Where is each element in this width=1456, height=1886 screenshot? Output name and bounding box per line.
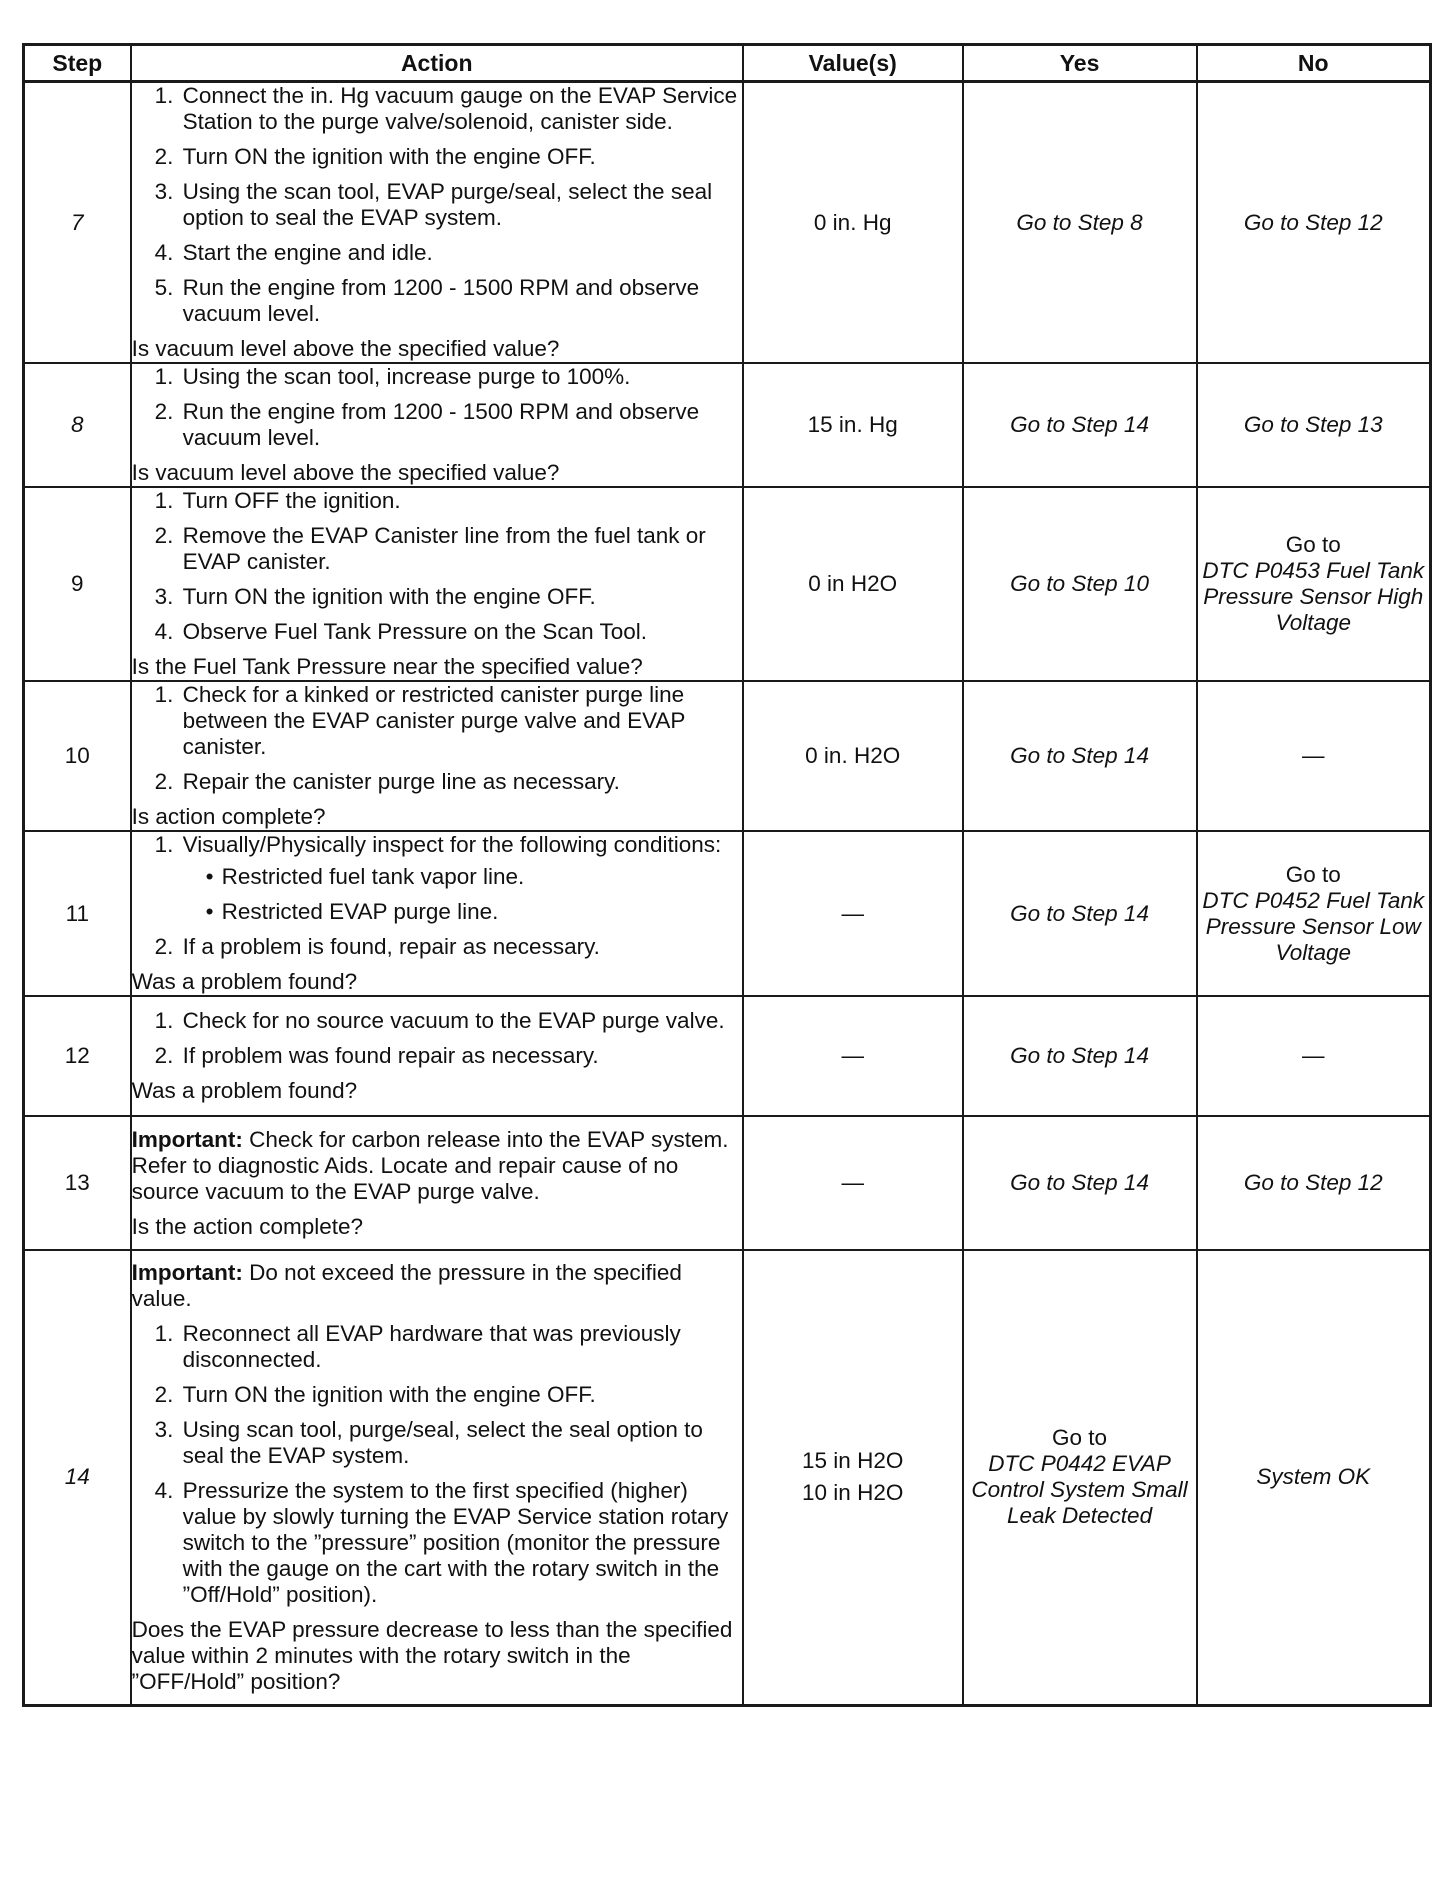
value-cell: 15 in. Hg	[743, 363, 963, 487]
list-item: 4. Observe Fuel Tank Pressure on the Scan Tool.	[180, 619, 742, 645]
header-row	[24, 45, 1431, 82]
action-question: Is the action complete?	[131, 1213, 364, 1239]
step-number: 11	[24, 831, 131, 996]
action-steps	[132, 364, 742, 451]
important-note	[132, 1260, 742, 1312]
value-cell: —	[743, 996, 963, 1116]
action-cell	[131, 681, 743, 831]
action-steps	[132, 1321, 742, 1608]
no-dtc-link: DTC P0453 Fuel Tank Pressure Sensor High Voltage	[1202, 558, 1425, 635]
condition-list	[183, 864, 742, 925]
list-item: 3. Using scan tool, purge/seal, select the seal option to seal the EVAP system.	[180, 1417, 742, 1469]
list-item: 1. Using the scan tool, increase purge to 100%.	[180, 364, 742, 390]
step-number: 8	[24, 363, 131, 487]
no-dtc-link: DTC P0452 Fuel Tank Pressure Sensor Low Voltage	[1202, 887, 1425, 965]
list-item: 3. Turn ON the ignition with the engine OFF.	[180, 584, 742, 610]
table-row	[24, 681, 1431, 831]
yes-cell: Go to Step 14	[963, 681, 1197, 831]
bullet-item: • Restricted EVAP purge line.	[203, 899, 742, 925]
list-item: 2. Turn ON the ignition with the engine OFF.	[180, 144, 742, 170]
value-cell: 0 in H2O	[743, 487, 963, 681]
list-item-text: Visually/Physically inspect for the following conditions:	[182, 832, 722, 857]
list-item: 2. Run the engine from 1200 - 1500 RPM and observe vacuum level.	[180, 399, 742, 451]
action-steps	[132, 682, 742, 795]
header-yes: Yes	[963, 45, 1197, 82]
yes-cell: Go to Step 14	[963, 996, 1197, 1116]
list-item: 4. Pressurize the system to the first specified (higher) value by slowly turning the EVAP Service station rotary switch to the ”pressure” position (monitor the pressure with the gauge on the cart with the rotary switch in the ”Off/Hold” position).	[180, 1478, 742, 1608]
yes-dtc-link: DTC P0442 EVAP Control System Small Leak Detected	[971, 1451, 1188, 1529]
value-line: 10 in H2O	[802, 1480, 904, 1506]
yes-cell: Go to Step 8	[963, 82, 1197, 364]
no-cell: System OK	[1197, 1250, 1431, 1705]
yes-cell	[963, 1250, 1197, 1705]
bullet-item: • Restricted fuel tank vapor line.	[203, 864, 742, 890]
step-number: 7	[24, 82, 131, 364]
yes-cell: Go to Step 14	[963, 363, 1197, 487]
action-question: Was a problem found?	[131, 969, 358, 994]
action-steps	[132, 83, 742, 327]
step-number: 12	[24, 996, 131, 1116]
list-item: 2. If problem was found repair as necessary.	[180, 1043, 742, 1069]
table-row	[24, 1116, 1431, 1250]
step-number: 10	[24, 681, 131, 831]
important-text: Check for carbon release into the EVAP system. Refer to diagnostic Aids. Locate and repair cause of no source vacuum to the EVAP purge valve.	[131, 1126, 729, 1204]
action-cell	[131, 363, 743, 487]
action-steps	[132, 488, 742, 645]
header-no: No	[1197, 45, 1431, 82]
value-cell	[743, 1250, 963, 1705]
no-goto-text: Go to	[1285, 861, 1341, 887]
no-cell: Go to Step 12	[1197, 82, 1431, 364]
action-cell	[131, 82, 743, 364]
important-text: Do not exceed the pressure in the specified value.	[131, 1259, 682, 1311]
yes-goto-text: Go to	[1052, 1425, 1108, 1451]
important-label: Important:	[131, 1259, 243, 1285]
action-cell	[131, 1250, 743, 1705]
table-row	[24, 82, 1431, 364]
important-note	[132, 1127, 742, 1205]
action-question: Is the Fuel Tank Pressure near the specified value?	[131, 654, 643, 679]
list-item: 1. Turn OFF the ignition.	[180, 488, 742, 514]
no-cell: —	[1197, 681, 1431, 831]
action-question: Was a problem found?	[131, 1078, 358, 1103]
action-cell	[131, 831, 743, 996]
action-question: Does the EVAP pressure decrease to less than the specified value within 2 minutes with the rotary switch in the ”OFF/Hold” position?	[131, 1616, 733, 1694]
action-question: Is vacuum level above the specified value?	[131, 460, 560, 485]
no-cell	[1197, 831, 1431, 996]
step-number: 9	[24, 487, 131, 681]
no-cell	[1197, 487, 1431, 681]
action-question: Is action complete?	[131, 804, 326, 829]
list-item: 2. Turn ON the ignition with the engine OFF.	[180, 1382, 742, 1408]
yes-cell: Go to Step 10	[963, 487, 1197, 681]
list-item: 2. Repair the canister purge line as necessary.	[180, 769, 742, 795]
action-cell	[131, 996, 743, 1116]
yes-cell: Go to Step 14	[963, 831, 1197, 996]
no-cell: Go to Step 13	[1197, 363, 1431, 487]
value-cell: 0 in. Hg	[743, 82, 963, 364]
table-row	[24, 1250, 1431, 1705]
list-item: 1. Reconnect all EVAP hardware that was previously disconnected.	[180, 1321, 742, 1373]
table-row	[24, 363, 1431, 487]
list-item: 4. Start the engine and idle.	[180, 240, 742, 266]
step-number: 13	[24, 1116, 131, 1250]
list-item: 2. Remove the EVAP Canister line from the fuel tank or EVAP canister.	[180, 523, 742, 575]
value-cell: —	[743, 1116, 963, 1250]
no-cell: Go to Step 12	[1197, 1116, 1431, 1250]
value-cell: —	[743, 831, 963, 996]
header-step: Step	[24, 45, 131, 82]
no-goto-text: Go to	[1285, 532, 1341, 557]
list-item	[180, 832, 742, 925]
action-steps	[132, 832, 742, 960]
value-cell: 0 in. H2O	[743, 681, 963, 831]
header-values: Value(s)	[743, 45, 963, 82]
table-row	[24, 831, 1431, 996]
yes-cell: Go to Step 14	[963, 1116, 1197, 1250]
action-cell	[131, 1116, 743, 1250]
list-item: 5. Run the engine from 1200 - 1500 RPM and observe vacuum level.	[180, 275, 742, 327]
list-item: 3. Using the scan tool, EVAP purge/seal, select the seal option to seal the EVAP system.	[180, 179, 742, 231]
list-item: 1. Check for a kinked or restricted canister purge line between the EVAP canister purge valve and EVAP canister.	[180, 682, 742, 760]
diagnostic-table	[22, 43, 1432, 1707]
table-row	[24, 487, 1431, 681]
header-action: Action	[131, 45, 743, 82]
table-row	[24, 996, 1431, 1116]
value-line: 15 in H2O	[802, 1448, 904, 1474]
important-label: Important:	[131, 1126, 243, 1152]
action-steps	[132, 1008, 742, 1069]
list-item: 2. If a problem is found, repair as necessary.	[180, 934, 742, 960]
no-cell: —	[1197, 996, 1431, 1116]
action-cell	[131, 487, 743, 681]
list-item: 1. Check for no source vacuum to the EVAP purge valve.	[180, 1008, 742, 1034]
step-number: 14	[24, 1250, 131, 1705]
list-item: 1. Connect the in. Hg vacuum gauge on the EVAP Service Station to the purge valve/solenoid, canister side.	[180, 83, 742, 135]
action-question: Is vacuum level above the specified value?	[131, 336, 560, 361]
